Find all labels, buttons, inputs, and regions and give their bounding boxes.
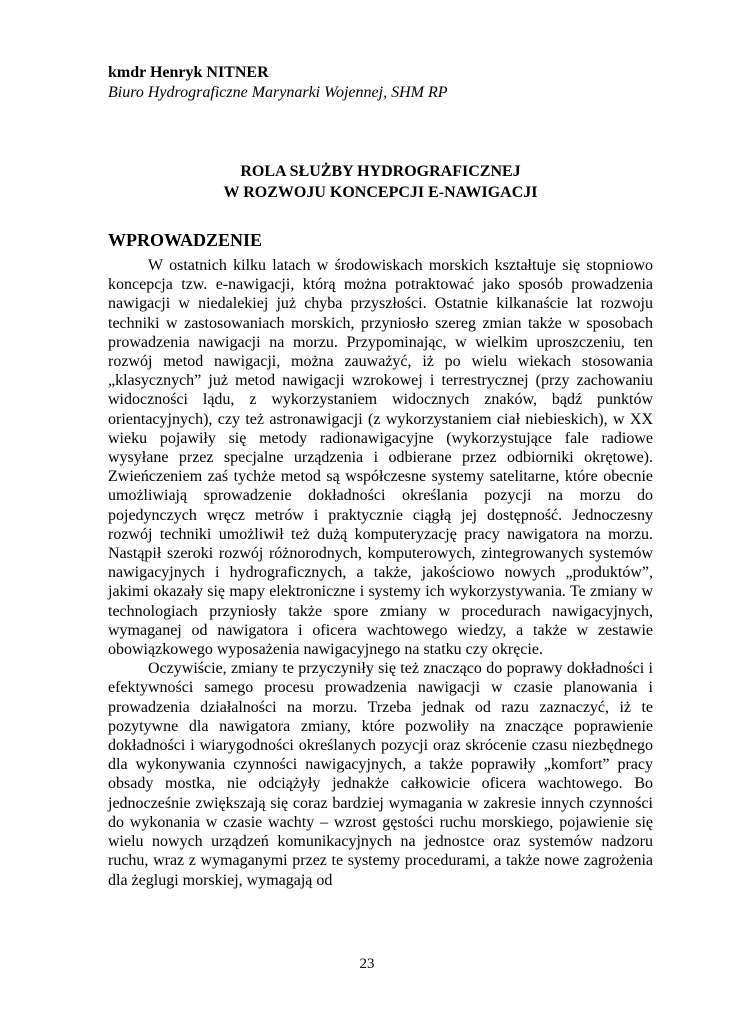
author-block: [108, 63, 653, 103]
title-line-1: ROLA SŁUŻBY HYDROGRAFICZNEJ: [240, 163, 521, 180]
author-affiliation: Biuro Hydrograficzne Marynarki Wojennej, SHM RP: [108, 84, 448, 101]
paragraph-1: W ostatnich kilku latach w środowiskach morskich kształtuje się stopniowo koncepcja tzw. e-nawigacji, którą można potraktować jako sposób prowadzenia nawigacji w niedalekiej już chyba przyszłości. Ostatnie kilkanaście lat rozwoju techniki w zastosowaniach morskich, przyniosło szereg zmian także w sposobach prowadzenia nawigacji na morzu. Przypominając, w wielkim uproszczeniu, ten rozwój metod nawigacji, można zauważyć, iż po wielu wiekach stosowania „klasycznych” już metod nawigacji wzrokowej i terrestrycznej (przy zachowaniu widoczności lądu, z wykorzystaniem widocznych znaków, bądź punktów orientacyjnych), czy też astronawigacji (z wykorzystaniem ciał niebieskich), w XX wieku pojawiły się metody radionawigacyjne (wykorzystujące fale radiowe wysyłane przez specjalne urządzenia i odbierane przez odbiorniki okrętowe). Zwieńczeniem zaś tychże metod są współczesne systemy satelitarne, które obecnie umożliwiają sprowadzenie dokładności określania pozycji na morzu do pojedynczych wręcz metrów i praktycznie ciągłą jej dostępność. Jednoczesny rozwój techniki umożliwił też dużą komputeryzację pracy nawigatora na morzu. Nastąpił szeroki rozwój różnorodnych, komputerowych, zintegrowanych systemów nawigacyjnych i hydrograficznych, a także, jakościowo nowych „produktów”, jakimi okazały się mapy elektroniczne i systemy ich wykorzystywania. Te zmiany w technologiach przyniosły także spore zmiany w procedurach nawigacyjnych, wymaganej od nawigatora i oficera wachtowego wiedzy, a także w zestawie obowiązkowego wyposażenia nawigacyjnego na statku czy okręcie.: [108, 257, 653, 659]
author-name: kmdr Henryk NITNER: [108, 64, 269, 81]
title-line-2: W ROZWOJU KONCEPCJI E-NAWIGACJI: [223, 184, 538, 201]
article-title: [108, 161, 653, 203]
section-body: [108, 256, 653, 890]
page-number: 23: [359, 956, 375, 972]
section-heading: WPROWADZENIE: [108, 230, 263, 250]
paragraph-2: Oczywiście, zmiany te przyczyniły się też znacząco do poprawy dokładności i efektywności samego procesu prowadzenia nawigacji w czasie planowania i prowadzenia działalności na morzu. Trzeba jednak od razu zaznaczyć, iż te pozytywne dla nawigatora zmiany, które pozwoliły na znaczące poprawienie dokładności i wiarygodności określanych pozycji oraz skrócenie czasu niezbędnego dla wykonywania czynności nawigacyjnych, a także poprawiły „komfort” pracy obsady mostka, nie odciążyły jednakże całkowicie oficera wachtowego. Bo jednocześnie zwiększają się coraz bardziej wymagania w zakresie innych czynności do wykonania w czasie wachty – wzrost gęstości ruchu morskiego, pojawienie się wielu nowych urządzeń komunikacyjnych na jednostce oraz systemów nadzoru ruchu, wraz z wymaganymi przez te systemy procedurami, a także nowe zagrożenia dla żeglugi morskiej, wymagają od: [108, 660, 653, 889]
document-page: [108, 63, 653, 890]
